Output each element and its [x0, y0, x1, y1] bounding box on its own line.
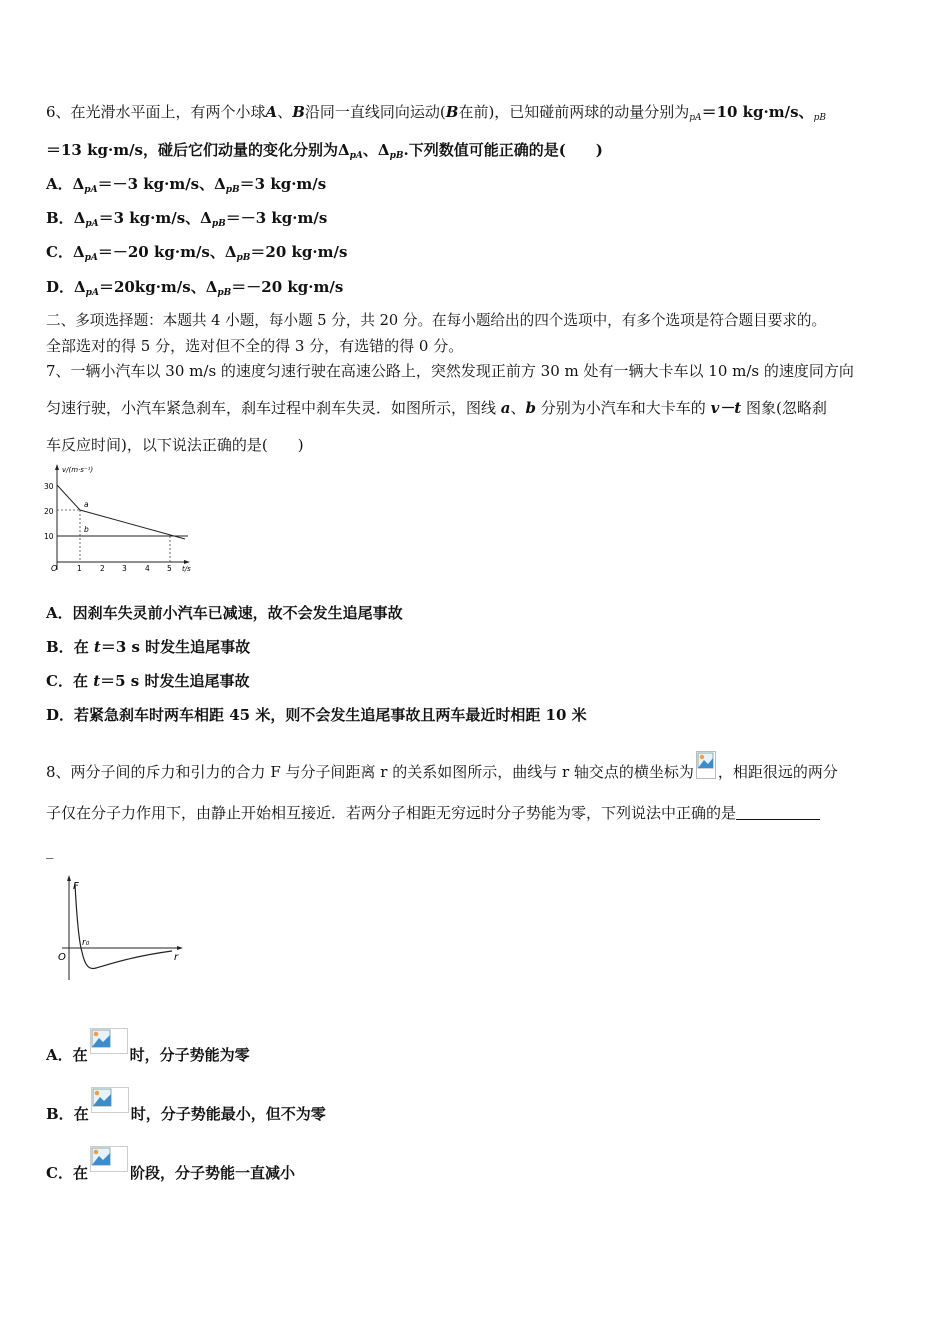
q7-option-c: C．在 t＝5 s 时发生追尾事故 [46, 672, 250, 690]
answer-blank [736, 805, 820, 820]
label-b: b [84, 525, 89, 534]
xtick-1: 1 [77, 564, 82, 573]
ytick-10: 10 [44, 532, 54, 541]
q8-stem-line1: 8、两分子间的斥力和引力的合力 F 与分子间距离 r 的关系如图所示，曲线与 r 轴交点的横坐标为 ，相距很远的两分 [46, 751, 838, 782]
q7-stem-line2: 匀速行驶，小汽车紧急刹车，刹车过程中刹车失灵．如图所示，图线 a、b 分别为小汽车和大卡车的 v－t 图象(忽略刹 [46, 399, 827, 417]
q6-stem-line1: 6、在光滑水平面上，有两个小球A、B沿同一直线同向运动(B在前)，已知碰前两球的动量分别为$_{pA}$＝10 kg·m/s、$_{pB}$ [46, 103, 826, 123]
ylabel: v/(m·s⁻¹) [62, 466, 94, 474]
broken-image-icon [90, 1146, 128, 1172]
xlabel: r [174, 952, 179, 963]
y-axis-arrow [67, 875, 71, 881]
q7-stem-line1: 7、一辆小汽车以 30 m/s 的速度匀速行驶在高速公路上，突然发现正前方 30 m 处有一辆大卡车以 10 m/s 的速度同方向 [46, 362, 854, 380]
xlabel: t/s [182, 565, 191, 573]
origin: O [51, 564, 58, 573]
broken-image-icon [696, 751, 716, 781]
broken-image-icon [90, 1028, 128, 1054]
q8-stem-line2: 子仅在分子力作用下，由静止开始相互接近．若两分子相距无穷远时分子势能为零，下列说法中正确的是 [46, 803, 820, 823]
ytick-30: 30 [44, 482, 54, 491]
origin: O [58, 952, 66, 963]
q6-option-d: D．$\Delta_{pA}=20kg\cdot m/s$、$\Delta_{pB}=-20$ kg·m/s [46, 278, 344, 298]
y-axis-arrow [55, 464, 59, 470]
label-a: a [84, 500, 89, 509]
q8-option-c: C．在 阶段，分子势能一直减小 [46, 1146, 295, 1197]
q6-option-a: A．$\Delta_{pA}=-3$ kg·m/s、$\Delta_{pB}=3$ kg·m/s [46, 175, 327, 195]
q7-stem-line3: 车反应时间)，以下说法正确的是( ) [46, 436, 304, 454]
q7-option-a: A．因刹车失灵前小汽车已减速，故不会发生追尾事故 [46, 604, 403, 622]
x-axis-arrow [177, 946, 183, 950]
q7-option-d: D．若紧急刹车时两车相距 45 米，则不会发生追尾事故且两车最近时相距 10 米 [46, 706, 587, 724]
xtick-5: 5 [167, 564, 172, 573]
q6-option-b: B．$\Delta_{pA}=3$ kg·m/s、$\Delta_{pB}=-3$ kg·m/s [46, 209, 328, 229]
q7-option-b: B．在 t＝3 s 时发生追尾事故 [46, 638, 251, 656]
force-curve [75, 884, 172, 968]
broken-image-icon [91, 1087, 129, 1113]
xtick-4: 4 [145, 564, 150, 573]
x-axis-arrow [184, 560, 190, 564]
q8-option-b: B．在 时，分子势能最小，但不为零 [46, 1087, 326, 1138]
section2-line1: 二、多项选择题：本题共 4 小题，每小题 5 分，共 20 分。在每小题给出的四个选项中，有多个选项是符合题目要求的。 [46, 312, 827, 329]
ytick-20: 20 [44, 507, 54, 516]
r0-label: r₀ [82, 938, 90, 948]
xtick-2: 2 [100, 564, 105, 573]
q7-vt-graph [40, 462, 200, 577]
ylabel: F [73, 881, 79, 892]
line-a [57, 485, 185, 539]
q8-option-a: A．在 时，分子势能为零 [46, 1028, 250, 1079]
section2-line2: 全部选对的得 5 分，选对但不全的得 3 分，有选错的得 0 分。 [46, 337, 464, 355]
q8-force-graph [44, 872, 189, 987]
q8-stem-line3: _ [46, 841, 54, 859]
q6-stem-line2: ＝13 kg·m/s，碰后它们动量的变化分别为$\Delta_{pA}$、$\Delta_{pB}$.下列数值可能正确的是( ) [46, 141, 603, 161]
q6-option-c: C．$\Delta_{pA}=-20$ kg·m/s、$\Delta_{pB}=20$ kg·m/s [46, 243, 348, 263]
xtick-3: 3 [122, 564, 127, 573]
